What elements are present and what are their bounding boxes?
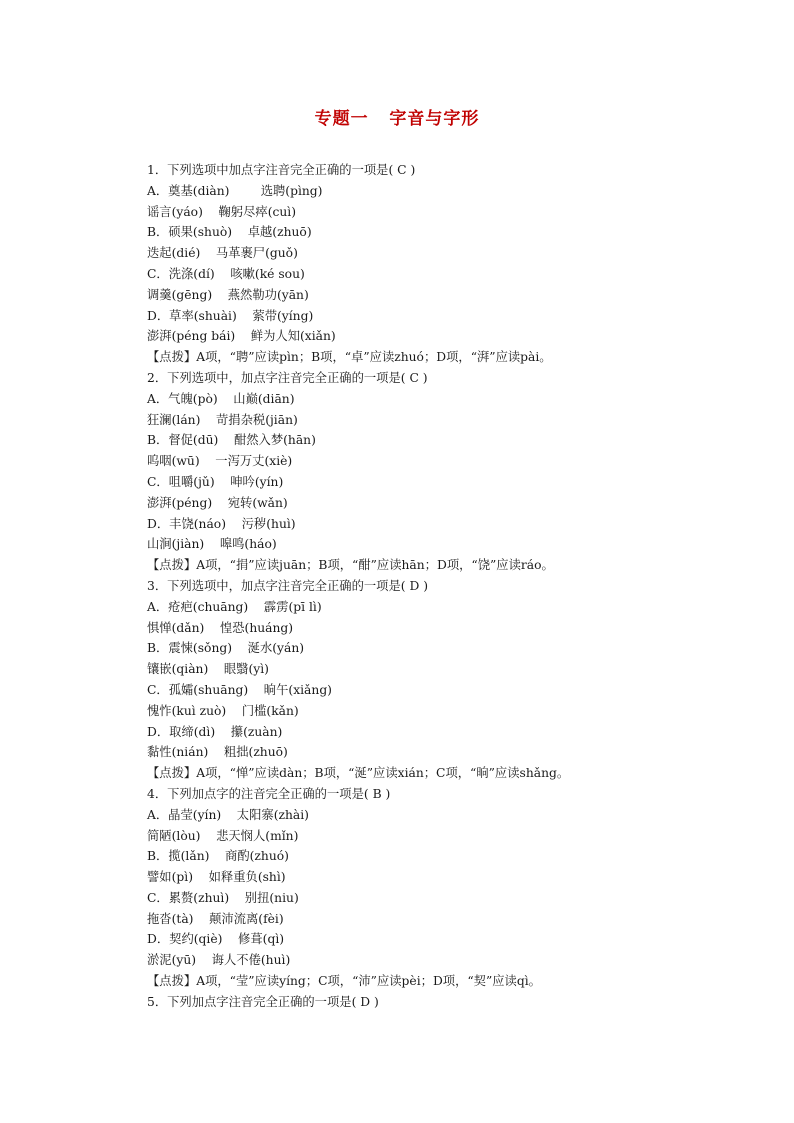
question-line: C．洗涤(dí) 咳嗽(ké sou) bbox=[147, 266, 305, 281]
question-line: D．草率(shuài) 萦带(yíng) bbox=[147, 308, 314, 323]
question-line: 2．下列选项中，加点字注音完全正确的一项是( C ) bbox=[147, 370, 428, 385]
question-line: 5．下列加点字注音完全正确的一项是( D ) bbox=[147, 994, 379, 1009]
question-line: C．孤孀(shuāng) 晌午(xiǎng) bbox=[147, 682, 332, 697]
explanation-line: 【点拨】A项，“莹”应读yíng；C项，“沛”应读pèi；D项，“契”应读qì。 bbox=[147, 974, 541, 989]
question-line: B．硕果(shuò) 卓越(zhuō) bbox=[147, 225, 312, 240]
question-line: 调羹(gēng) 燕然勒功(yān) bbox=[147, 287, 309, 302]
question-line: 譬如(pì) 如释重负(shì) bbox=[147, 870, 286, 885]
question-line: 淤泥(yū) 诲人不倦(huì) bbox=[147, 953, 291, 968]
question-line: 山涧(jiàn) 嗥鸣(háo) bbox=[147, 537, 277, 552]
question-line: B．督促(dū) 酣然入梦(hān) bbox=[147, 433, 316, 448]
question-line: A．疮疤(chuāng) 霹雳(pī lì) bbox=[147, 599, 322, 614]
question-line: 3．下列选项中，加点字注音完全正确的一项是( D ) bbox=[147, 578, 429, 593]
question-list bbox=[147, 160, 757, 1013]
explanation-line: 【点拨】A项，“聘”应读pìn；B项，“卓”应读zhuó；D项，“湃”应读pài。 bbox=[147, 350, 552, 365]
question-line: 拖沓(tà) 颠沛流离(fèi) bbox=[147, 911, 284, 926]
question-line: D．取缔(dì) 攥(zuàn) bbox=[147, 724, 283, 739]
question-line: 黏性(nián) 粗拙(zhuō) bbox=[147, 745, 288, 760]
question-line: 谣言(yáo) 鞠躬尽瘁(cuì) bbox=[147, 204, 297, 219]
explanation-line: 【点拨】A项，“惮”应读dàn；B项，“涎”应读xián；C项，“晌”应读shǎng。 bbox=[147, 766, 570, 781]
question-line: 澎湃(péng) 宛转(wǎn) bbox=[147, 495, 288, 510]
explanation-line: 【点拨】A项，“捐”应读juān；B项，“酣”应读hān；D项，“饶”应读ráo。 bbox=[147, 558, 554, 573]
question-line: A．气魄(pò) 山巅(diān) bbox=[147, 391, 295, 406]
question-line: 镶嵌(qiàn) 眼翳(yì) bbox=[147, 662, 269, 677]
question-line: B．震悚(sǒng) 涎水(yán) bbox=[147, 641, 305, 656]
question-line: A．晶莹(yín) 太阳寨(zhài) bbox=[147, 807, 309, 822]
question-line: 澎湃(péng bái) 鲜为人知(xiǎn) bbox=[147, 329, 336, 344]
question-line: A．奠基(diàn) 选聘(pìng) bbox=[147, 183, 323, 198]
question-line: D．丰饶(náo) 污秽(huì) bbox=[147, 516, 296, 531]
question-line: C．咀嚼(jǔ) 呻吟(yín) bbox=[147, 474, 284, 489]
question-line: 简陋(lòu) 悲天悯人(mǐn) bbox=[147, 828, 299, 843]
question-line: 惧惮(dǎn) 惶恐(huáng) bbox=[147, 620, 294, 635]
question-line: 1．下列选项中加点字注音完全正确的一项是( C ) bbox=[147, 163, 416, 177]
question-line: 呜咽(wū) 一泻万丈(xiè) bbox=[147, 454, 293, 469]
question-line: D．契约(qiè) 修葺(qì) bbox=[147, 932, 285, 947]
question-line: 狂澜(lán) 苛捐杂税(jiān) bbox=[147, 412, 298, 427]
question-line: C．累赘(zhuì) 别扭(niu) bbox=[147, 890, 299, 905]
question-line: 迭起(dié) 马革裹尸(guǒ) bbox=[147, 246, 298, 261]
question-line: B．揽(lǎn) 商酌(zhuó) bbox=[147, 849, 289, 864]
document-title: 专题一 字音与字形 bbox=[314, 109, 480, 129]
question-line: 4．下列加点字的注音完全正确的一项是( B ) bbox=[147, 786, 391, 801]
question-line: 愧怍(kuì zuò) 门槛(kǎn) bbox=[147, 703, 299, 718]
